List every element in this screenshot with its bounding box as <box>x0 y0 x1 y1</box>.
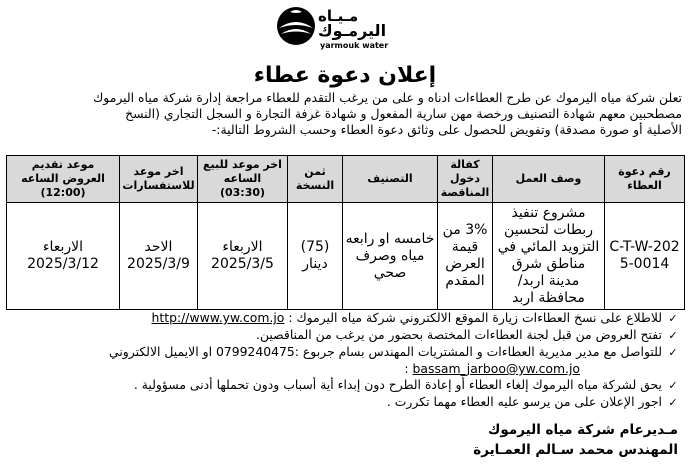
header-description: وصف العمل <box>493 156 605 203</box>
cell-tender-no <box>605 203 685 310</box>
note-text: تفتح العروض من قبل لجنة العطاءات المختصة بحضور من يرغب من المناقصين. <box>256 327 662 342</box>
list-item <box>8 394 680 411</box>
header-last-inquiry: اخر موعد للاستفسارات <box>120 156 198 203</box>
last-sale-day: الاربعاء <box>222 239 263 255</box>
last-inquiry-date: 2025/3/9 <box>127 256 190 272</box>
list-item <box>8 344 680 361</box>
table-row <box>7 203 685 310</box>
submission-day: الاربعاء <box>42 239 84 255</box>
checkmark-icon: ✓ <box>668 312 678 325</box>
page-title: إعلان دعوة عطاء <box>253 63 437 88</box>
note-text: اجور الإعلان على من يرسو عليه العطاء مهما تكررت . <box>386 394 662 409</box>
list-item <box>8 377 680 394</box>
cell-price: (75) دينار <box>288 203 343 310</box>
signature-title: مـديرعام شركة مياه اليرموك <box>488 422 678 438</box>
tender-table <box>6 155 685 310</box>
submission-date: 2025/3/12 <box>27 256 99 272</box>
header-last-sale: اخر موعد للبيع الساعه (03:30) <box>198 156 288 203</box>
logo-name-en: yarmouk water <box>320 41 389 50</box>
last-sale-date: 2025/3/5 <box>211 256 274 272</box>
website-link[interactable]: http://www.yw.com.jo <box>151 310 285 325</box>
list-item-continued: bassam_jarboo@yw.com.jo : <box>404 361 580 376</box>
header-guarantee: كفالة دخول المناقصة <box>438 156 493 203</box>
checkmark-icon: ✓ <box>668 329 678 342</box>
checkmark-icon: ✓ <box>668 396 678 409</box>
logo-name-ar-bottom: اليرمـوك <box>318 21 387 40</box>
table-header-row <box>7 156 685 203</box>
header-submission: موعد تقديم العروض الساعه (12:00) <box>7 156 120 203</box>
logo-name-ar-top: مـيـاه <box>318 7 359 25</box>
checkmark-icon: ✓ <box>668 346 678 359</box>
checkmark-icon: ✓ <box>668 379 678 392</box>
note-text: للتواصل مع مدير مديرية العطاءات و المشتريات المهندس بسام جربوع :0799240475 او الايميل الالكتروني <box>109 344 662 359</box>
tender-no-value: C-T-W-2025-0014 <box>609 239 680 272</box>
note-text: للاطلاع على نسخ العطاءات زيارة الموقع الالكتروني شركة مياه اليرموك : <box>288 310 662 325</box>
header-tender-no: رقم دعوة العطاء <box>605 156 685 203</box>
signature-name: المهندس محمد سـالم العمـايرة <box>473 442 678 458</box>
cell-last-inquiry <box>120 203 198 310</box>
yarmouk-water-logo-icon <box>276 6 316 46</box>
notes-list <box>8 310 680 411</box>
cell-guarantee: 3% من قيمة العرض المقدم <box>438 203 493 310</box>
header-price: ثمن النسخة <box>288 156 343 203</box>
intro-line: الأصلية أو صورة مصدقة) وتفويض للحصول على وثائق دعوة العطاء وحسب الشروط التالية:- <box>211 122 682 137</box>
email-link[interactable]: bassam_jarboo@yw.com.jo <box>412 361 580 376</box>
intro-line: تعلن شركة مياه اليرموك عن طرح العطاءات ادناه و على من يرغب التقدم للعطاء مراجعة إدارة شركة مياه اليرموك <box>93 90 682 105</box>
company-logo <box>276 6 389 62</box>
signature-block <box>473 420 678 460</box>
cell-classification: خامسه او رابعه مياه وصرف صحي <box>343 203 438 310</box>
list-item <box>8 310 680 327</box>
list-item <box>8 327 680 344</box>
note-text: يحق لشركة مياه اليرموك إلغاء العطاء أو إعادة الطرح دون إبداء أية أسباب ودون تحملها أدنى مسؤولية . <box>133 377 662 392</box>
intro-line: مصطحبين معهم شهادة التصنيف ورخصة مهن سارية المفعول و شهادة غرفة التجارة و السجل التجاري (النسخ <box>125 106 682 121</box>
cell-submission <box>7 203 120 310</box>
cell-description: مشروع تنفيذ ربطات لتحسين التزويد المائي في مناطق شرق مدينة اربد/ محافظة اربد <box>493 203 605 310</box>
last-inquiry-day: الاحد <box>144 239 173 255</box>
intro-paragraph <box>6 90 682 138</box>
cell-last-sale <box>198 203 288 310</box>
header-classification: التصنيف <box>343 156 438 203</box>
